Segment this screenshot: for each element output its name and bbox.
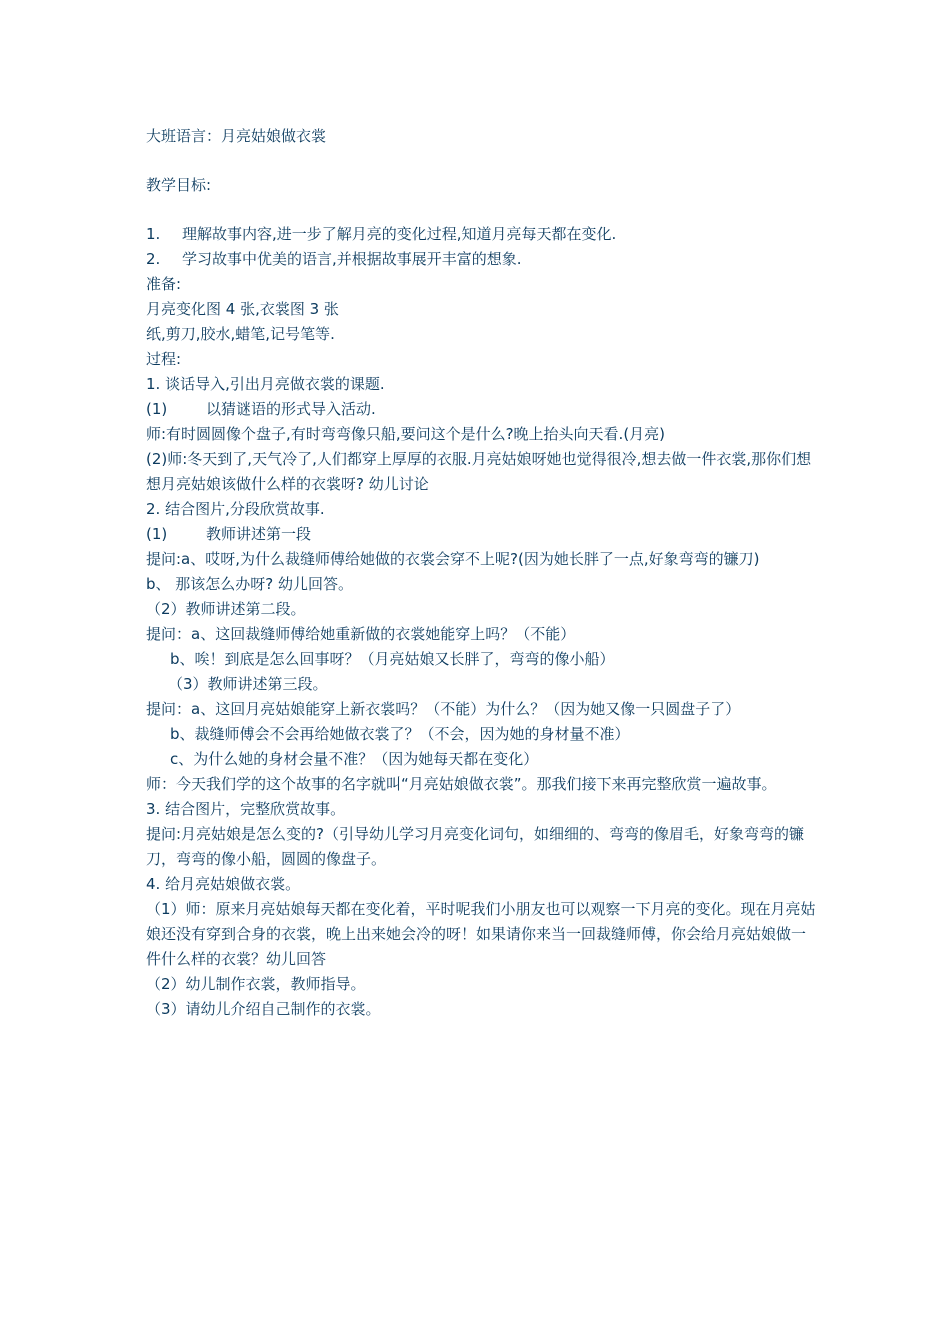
goal-2-text: 学习故事中优美的语言,并根据故事展开丰富的想象. (182, 250, 522, 268)
doc-title: 大班语言：月亮姑娘做衣裳 (146, 127, 327, 145)
question-3c: c、为什么她的身材会量不准？（因为她每天都在变化） (170, 750, 539, 768)
question-1a: 提问:a、哎呀,为什么裁缝师傅给她做的衣裳会穿不上呢?(因为她长胖了一点,好象弯弯的镰刀) (146, 550, 760, 568)
step-1-1 (146, 397, 816, 422)
step-3: 3. 结合图片，完整欣赏故事。 (146, 800, 346, 818)
question-4: 提问:月亮姑娘是怎么变的?（引导幼儿学习月亮变化词句，如细细的、弯弯的像眉毛，好象弯弯的镰刀，弯弯的像小船，圆圆的像盘子。 (146, 825, 805, 868)
question-2a: 提问：a、这回裁缝师傅给她重新做的衣裳她能穿上吗？（不能） (146, 625, 576, 643)
step-2-3: （3）教师讲述第三段。 (168, 675, 328, 693)
step-1-1-number: (1) (146, 400, 168, 418)
goal-1-text: 理解故事内容,进一步了解月亮的变化过程,知道月亮每天都在变化. (182, 225, 617, 243)
goals-heading: 教学目标: (146, 176, 212, 194)
prep-heading: 准备: (146, 275, 182, 293)
step-1-1-text: 以猜谜语的形式导入活动. (206, 400, 376, 418)
step-2: 2. 结合图片,分段欣赏故事. (146, 500, 325, 518)
summary-text: 师：今天我们学的这个故事的名字就叫“月亮姑娘做衣裳”。那我们接下来再完整欣赏一遍故事。 (146, 775, 777, 793)
goal-2-number: 2. (146, 250, 161, 268)
question-3a: 提问：a、这回月亮姑娘能穿上新衣裳吗？（不能）为什么？（因为她又像一只圆盘子了） (146, 700, 741, 718)
step-2-2: （2）教师讲述第二段。 (146, 600, 306, 618)
prep-item-2: 纸,剪刀,胶水,蜡笔,记号笔等. (146, 325, 335, 343)
step-1: 1. 谈话导入,引出月亮做衣裳的课题. (146, 375, 385, 393)
step-4: 4. 给月亮姑娘做衣裳。 (146, 875, 301, 893)
step-2-1 (146, 522, 816, 547)
spacer (146, 198, 816, 222)
goal-1-number: 1. (146, 225, 161, 243)
riddle-text: 师:有时圆圆像个盘子,有时弯弯像只船,要问这个是什么?晚上抬头向天看.(月亮) (146, 425, 666, 443)
prep-item-1: 月亮变化图 4 张,衣裳图 3 张 (146, 300, 339, 318)
process-heading: 过程: (146, 350, 182, 368)
step-4-3: （3）请幼儿介绍自己制作的衣裳。 (146, 1000, 381, 1018)
spacer (146, 149, 816, 173)
goal-item-1 (146, 222, 816, 247)
question-3b: b、裁缝师傅会不会再给她做衣裳了？（不会，因为她的身材量不准） (170, 725, 630, 743)
document-body (146, 124, 816, 1022)
step-2-1-text: 教师讲述第一段 (206, 525, 312, 543)
step-4-2: （2）幼儿制作衣裳，教师指导。 (146, 975, 366, 993)
question-1b: b、 那该怎么办呀? 幼儿回答。 (146, 575, 354, 593)
step-4-1: （1）师：原来月亮姑娘每天都在变化着，平时呢我们小朋友也可以观察一下月亮的变化。现在月亮姑娘还没有穿到合身的衣裳，晚上出来她会冷的呀！如果请你来当一回裁缝师傅，你会给月亮姑娘做一件什么样的衣裳？幼儿回答 (146, 900, 816, 968)
step-1-2: (2)师:冬天到了,天气冷了,人们都穿上厚厚的衣服.月亮姑娘呀她也觉得很冷,想去做一件衣裳,那你们想想月亮姑娘该做什么样的衣裳呀? 幼儿讨论 (146, 450, 812, 493)
goal-item-2 (146, 247, 816, 272)
question-2b: b、唉！到底是怎么回事呀？（月亮姑娘又长胖了，弯弯的像小船） (170, 650, 615, 668)
step-2-1-number: (1) (146, 525, 168, 543)
